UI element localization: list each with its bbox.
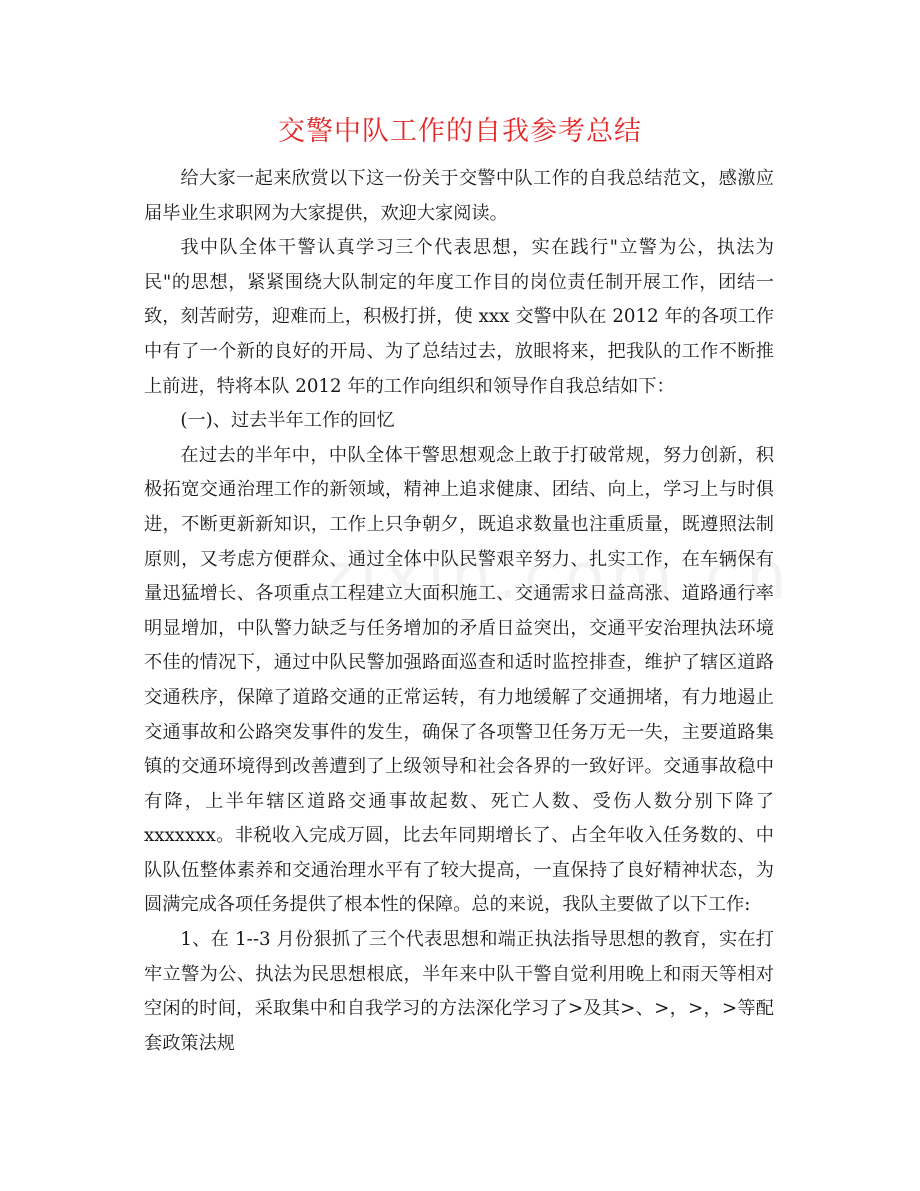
paragraph-review: 在过去的半年中，中队全体干警思想观念上敢于打破常规，努力创新，积极拓宽交通治理工作的新领域，精神上追求健康、团结、向上，学习上与时俱进，不断更新新知识，工作上只争朝夕，既追求数量也注重质量，既遵照法制原则，又考虑方便群众、通过全体中队民警艰辛努力、扎实工作，在车辆保有量迅猛增长、各项重点工程建立大面积施工、交通需求日益高涨、道路通行率明显增加，中队警力缺乏与任务增加的矛盾日益突出，交通平安治理执法环境不佳的情况下，通过中队民警加强路面巡查和适时监控排查，维护了辖区道路交通秩序，保障了道路交通的正常运转，有力地缓解了交通拥堵，有力地遏止交通事故和公路突发事件的发生，确保了各项警卫任务万无一失，主要道路集镇的交通环境得到改善遭到了上级领导和社会各界的一致好评。交通事故稳中有降，上半年辖区道路交通事故起数、死亡人数、受伤人数分别下降了 xxxxxxx。非税收入完成万圆，比去年同期增长了、占全年收入任务数的、中队队伍整体素养和交通治理水平有了较大提高，一直保持了良好精神状态，为圆满完成各项任务提供了根本性的保障。总的来说，我队主要做了以下工作: [144,444,774,916]
paragraph-intro: 给大家一起来欣赏以下这一份关于交警中队工作的自我总结范文，感激应届毕业生求职网为大家提供，欢迎大家阅读。 [144,168,774,224]
document-body [144,162,774,1061]
paragraph-overview: 我中队全体干警认真学习三个代表思想，实在践行"立警为公，执法为民"的思想，紧紧围绕大队制定的年度工作目的岗位责任制开展工作，团结一致，刻苦耐劳，迎难而上，积极打拼，使 xxx 交警中队在 2012 年的各项工作中有了一个新的良好的开局、为了总结过去，放眼将来，把我队的工作不断推上前进，特将本队 2012 年的工作向组织和领导作自我总结如下： [144,237,774,397]
document-title: 交警中队工作的自我参考总结 [278,116,642,147]
paragraph-item-1: 1、在 1--3 月份狠抓了三个代表思想和端正执法指导思想的教育，实在打牢立警为公、执法为民思想根底，半年来中队干警自觉利用晚上和雨天等相对空闲的时间，采取集中和自我学习的方法深化学习了>及其>、>，>，>等配套政策法规 [144,929,774,1054]
section-heading-review: (一)、过去半年工作的回忆 [180,410,395,432]
